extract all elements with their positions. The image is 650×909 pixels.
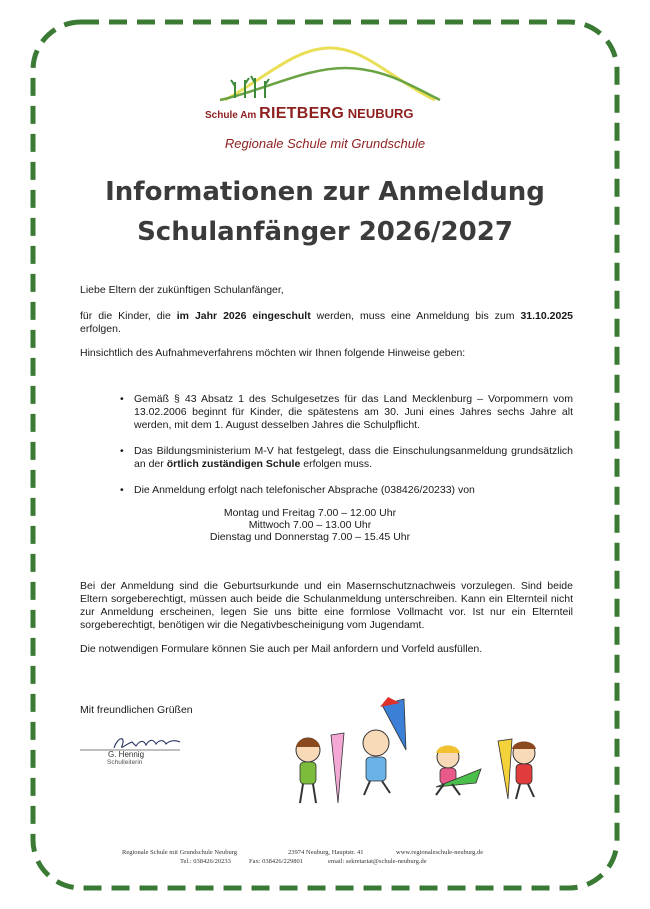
closing: Mit freundlichen Grüßen <box>80 704 193 716</box>
paragraph-intro: Hinsichtlich des Aufnahmeverfahrens möchten wir Ihnen folgende Hinweise geben: <box>80 347 466 359</box>
footer-tel: Tel.: 038426/20233 <box>180 858 231 865</box>
child-figure <box>363 697 406 795</box>
page-title <box>60 172 590 252</box>
bullet-item: • Die Anmeldung erfolgt nach telefonischer Absprache (038426/20233) von <box>120 484 475 496</box>
signer-name: G. Hennig <box>108 750 145 759</box>
child-figure <box>296 733 344 803</box>
signer-role: Schulleiterin <box>107 759 143 766</box>
school-name-place: NEUBURG <box>344 106 414 121</box>
office-hours <box>160 507 460 543</box>
deadline-text-b: werden, muss eine Anmeldung bis zum <box>310 310 521 322</box>
footer-web: www.regionaleschule-neuburg.de <box>396 849 484 856</box>
hours-line: Mittwoch 7.00 – 13.00 Uhr <box>248 519 372 531</box>
deadline-text-c: erfolgen. <box>80 323 121 335</box>
greeting: Liebe Eltern der zukünftigen Schulanfänger, <box>80 284 284 296</box>
hours-line: Dienstag und Donnerstag 7.00 – 15.45 Uhr <box>209 531 411 543</box>
school-subtitle: Regionale Schule mit Grundschule <box>224 136 426 151</box>
bullet-bold: örtlich zuständigen Schule <box>166 458 301 470</box>
footer-email: email: sekretariat@schule-neuburg.de <box>328 858 427 865</box>
bullet-text: Gemäß § 43 Absatz 1 des Schulgesetzes für das Land Mecklenburg – Vorpommern vom 13.02.2006 beginnt für Kinder, die spätestens am 30. Juni eines Jahres sechs Jahre alt werden, mit dem 1. August desselben Jahres die Schulpflicht. <box>134 393 573 431</box>
hours-line: Montag und Freitag 7.00 – 12.00 Uhr <box>223 507 397 519</box>
title-line-2: Schulanfänger 2026/2027 <box>137 217 513 247</box>
footer-school: Regionale Schule mit Grundschule Neuburg <box>122 849 238 856</box>
bullet-text-a: Das Bildungsministerium M-V hat festgelegt, dass die Einschulungsanmeldung grundsätzlich an der <box>134 445 573 470</box>
bullet-text-b: erfolgen muss. <box>300 458 373 470</box>
paragraph-deadline <box>80 310 573 336</box>
bullet-text: Die Anmeldung erfolgt nach telefonischer Absprache (038426/20233) von <box>134 484 475 496</box>
paragraph-documents: Bei der Anmeldung sind die Geburtsurkunde und ein Masernschutznachweis vorzulegen. Sind beide Eltern sorgeberechtigt, müssen auch beide die Schulanmeldung unterschreiben. Kann ein Elternteil nicht zur Anmeldung erscheinen, legen Sie uns bitte eine formlose Vollmacht vor. Ist nur ein Elternteil sorgeberechtigt, benötigen wir die Negativbescheinigung vom Jugendamt. <box>80 580 573 631</box>
deadline-bold-year: im Jahr 2026 eingeschult <box>176 310 311 322</box>
deadline-text-a: für die Kinder, die <box>80 310 177 322</box>
title-line-1: Informationen zur Anmeldung <box>105 177 545 207</box>
footer-fax: Fax: 038426/229801 <box>249 858 303 865</box>
school-name-prefix: Schule Am <box>205 110 260 121</box>
child-figure <box>498 739 536 799</box>
children-illustration <box>276 695 556 815</box>
bullet-item: • Gemäß § 43 Absatz 1 des Schulgesetzes für das Land Mecklenburg – Vorpommern vom 13.02.2006 beginnt für Kinder, die spätestens am 30. Juni eines Jahres sechs Jahre alt werden, mit dem 1. August desselben Jahres die Schulpflicht. <box>120 393 573 431</box>
school-name-main: RIETBERG <box>259 105 345 122</box>
paragraph-forms: Die notwendigen Formulare können Sie auch per Mail anfordern und Vorfeld ausfüllen. <box>80 643 483 655</box>
deadline-bold-date: 31.10.2025 <box>520 310 574 322</box>
bullet-list <box>120 393 573 510</box>
footer-address: 23974 Neuburg, Hauptstr. 41 <box>288 849 364 856</box>
school-name <box>205 105 445 123</box>
bullet-item: • Das Bildungsministerium M-V hat festgelegt, dass die Einschulungsanmeldung grundsätzlich an der örtlich zuständigen Schule erfolgen muss. <box>120 445 573 470</box>
child-figure <box>436 746 481 796</box>
